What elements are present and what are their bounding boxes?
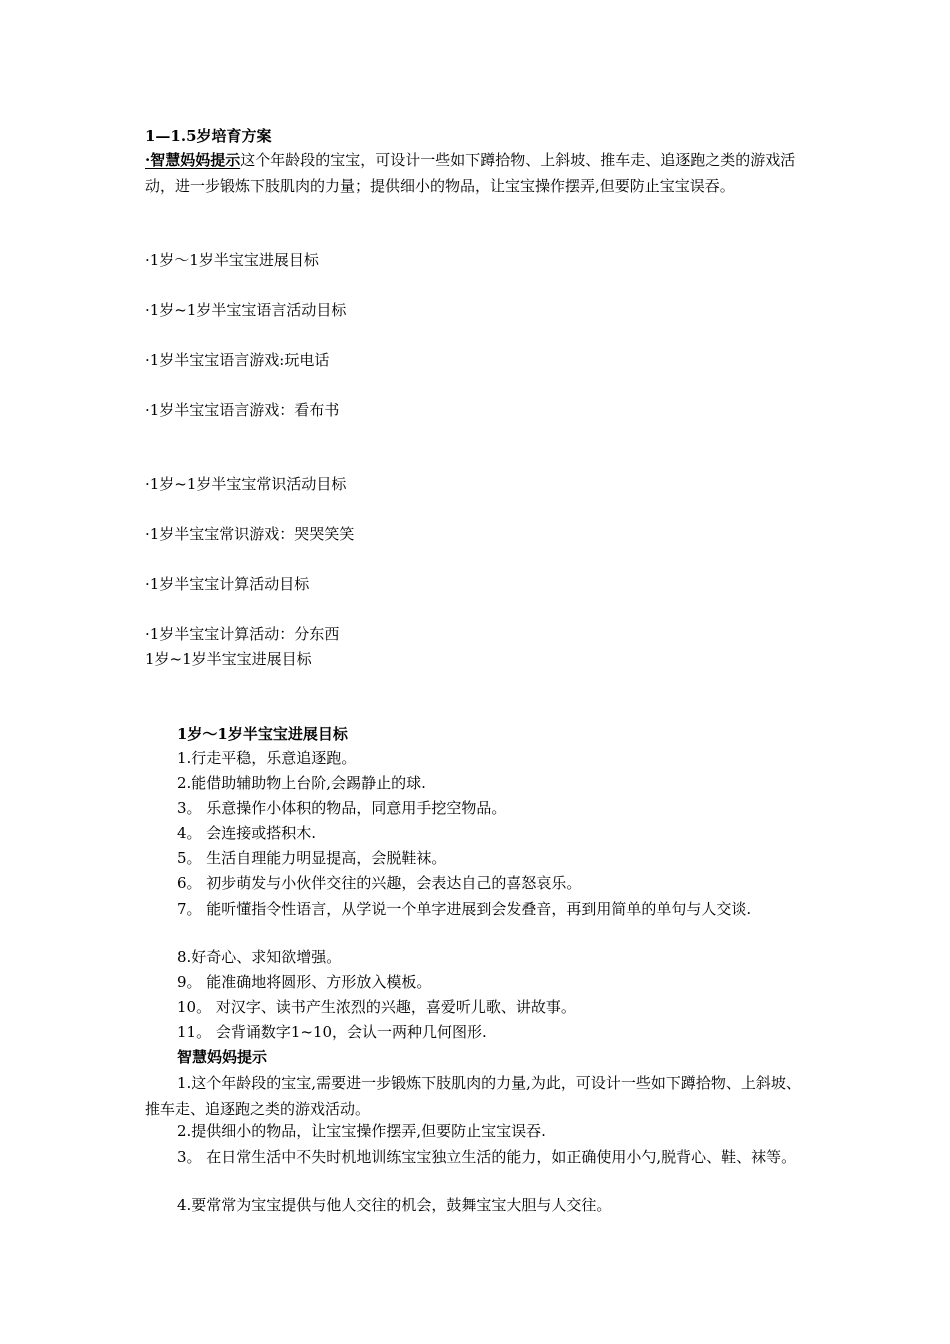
link-item[interactable]: ·1岁半宝宝语言游戏：看布书 xyxy=(145,401,340,419)
list-item: 9。 能准确地将圆形、方形放入模板。 xyxy=(177,973,432,991)
tip-item: 2.提供细小的物品，让宝宝操作摆弄,但要防止宝宝误吞. xyxy=(177,1122,546,1140)
link-item[interactable]: ·1岁~1岁半宝宝常识活动目标 xyxy=(145,475,347,493)
section1-title: 1岁～1岁半宝宝进展目标 xyxy=(177,725,348,743)
list-item: 11。 会背诵数字1~10，会认一两种几何图形. xyxy=(177,1023,487,1041)
list-item: 8.好奇心、求知欲增强。 xyxy=(177,948,342,966)
list-item: 3。 乐意操作小体积的物品，同意用手挖空物品。 xyxy=(177,799,507,817)
link-item[interactable]: ·1岁半宝宝计算活动：分东西 xyxy=(145,625,340,643)
tip-item: 1.这个年龄段的宝宝,需要进一步锻炼下肢肌肉的力量,为此，可设计一些如下蹲拾物、上斜坡、推车走、追逐跑之类的游戏活动。 xyxy=(145,1074,801,1118)
doc-title: 1—1.5岁培育方案 xyxy=(145,127,272,145)
list-item: 6。 初步萌发与小伙伴交往的兴趣，会表达自己的喜怒哀乐。 xyxy=(177,874,582,892)
list-item: 7。 能听懂指令性语言，从学说一个单字进展到会发叠音，再到用简单的单句与人交谈. xyxy=(177,900,752,918)
list-item: 5。 生活自理能力明显提高，会脱鞋袜。 xyxy=(177,849,447,867)
section2-title: 智慧妈妈提示 xyxy=(177,1048,268,1066)
tip-item: 4.要常常为宝宝提供与他人交往的机会，鼓舞宝宝大胆与人交往。 xyxy=(177,1196,612,1214)
tip-label: ·智慧妈妈提示 xyxy=(145,151,241,169)
list-item: 10。 对汉字、读书产生浓烈的兴趣，喜爱听儿歌、讲故事。 xyxy=(177,998,576,1016)
list-item: 4。 会连接或搭积木. xyxy=(177,824,317,842)
intro-paragraph xyxy=(145,147,810,199)
list-item: 1.行走平稳，乐意追逐跑。 xyxy=(177,749,357,767)
link-item[interactable]: ·1岁半宝宝计算活动目标 xyxy=(145,575,310,593)
link-item[interactable]: ·1岁～1岁半宝宝进展目标 xyxy=(145,251,319,269)
list-item: 2.能借助辅助物上台阶,会踢静止的球. xyxy=(177,774,426,792)
sub-title: 1岁~1岁半宝宝进展目标 xyxy=(145,650,312,668)
link-item[interactable]: ·1岁~1岁半宝宝语言活动目标 xyxy=(145,301,347,319)
link-item[interactable]: ·1岁半宝宝语言游戏:玩电话 xyxy=(145,351,330,369)
intro-text: 这个年龄段的宝宝，可设计一些如下蹲拾物、上斜坡、推车走、追逐跑之类的游戏活动，进一步锻炼下肢肌肉的力量；提供细小的物品，让宝宝操作摆弄,但要防止宝宝误吞。 xyxy=(145,151,796,195)
link-item[interactable]: ·1岁半宝宝常识游戏：哭哭笑笑 xyxy=(145,525,355,543)
tip-item: 3。 在日常生活中不失时机地训练宝宝独立生活的能力，如正确使用小勺,脱背心、鞋、袜等。 xyxy=(177,1148,797,1166)
